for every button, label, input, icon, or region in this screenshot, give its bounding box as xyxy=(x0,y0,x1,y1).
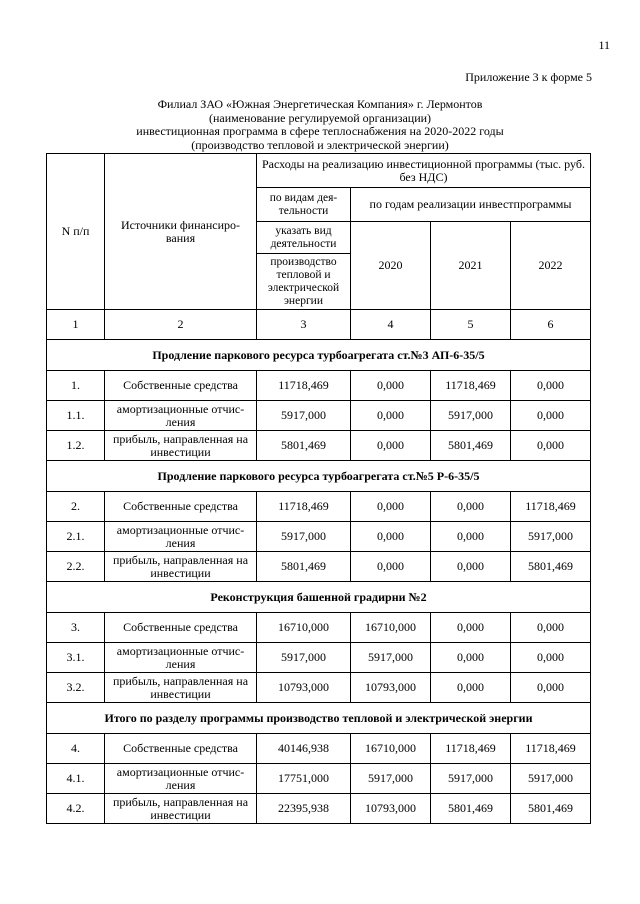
row-value-2020: 16710,000 xyxy=(351,734,431,764)
row-value-2020: 0,000 xyxy=(351,431,431,461)
row-source: Собственные средства xyxy=(105,734,257,764)
header-specify-activity: указать вид деятельности xyxy=(257,222,351,254)
document-title-block xyxy=(0,98,640,152)
row-value-2021: 5801,469 xyxy=(431,794,511,824)
organization-caption: (наименование регулируемой организации) xyxy=(208,110,432,125)
page-number: 11 xyxy=(598,38,610,52)
row-source: Собственные средства xyxy=(105,492,257,522)
row-source: амортизационные отчис-ления xyxy=(105,764,257,794)
row-total: 22395,938 xyxy=(257,794,351,824)
row-value-2021: 11718,469 xyxy=(431,371,511,401)
row-value-2020: 0,000 xyxy=(351,371,431,401)
row-total: 40146,938 xyxy=(257,734,351,764)
row-value-2022: 5801,469 xyxy=(511,552,591,582)
row-value-2020: 5917,000 xyxy=(351,764,431,794)
row-value-2020: 0,000 xyxy=(351,522,431,552)
row-source: амортизационные отчис-ления xyxy=(105,643,257,673)
row-number: 4.2. xyxy=(47,794,105,824)
row-total: 5801,469 xyxy=(257,552,351,582)
appendix-label: Приложение 3 к форме 5 xyxy=(465,70,592,84)
row-source: амортизационные отчис-ления xyxy=(105,522,257,552)
table-row xyxy=(47,794,591,824)
table-row xyxy=(47,734,591,764)
column-number-row xyxy=(47,310,591,340)
row-value-2022: 0,000 xyxy=(511,401,591,431)
row-value-2020: 16710,000 xyxy=(351,613,431,643)
row-number: 3. xyxy=(47,613,105,643)
table-row xyxy=(47,431,591,461)
row-total: 11718,469 xyxy=(257,371,351,401)
col-number-3: 3 xyxy=(257,310,351,340)
row-number: 3.2. xyxy=(47,673,105,703)
section-row xyxy=(47,340,591,371)
col-number-1: 1 xyxy=(47,310,105,340)
row-value-2021: 11718,469 xyxy=(431,734,511,764)
row-value-2022: 0,000 xyxy=(511,371,591,401)
row-number: 1.2. xyxy=(47,431,105,461)
header-activity: производство тепловой и электрической энергии xyxy=(257,254,351,310)
table-row xyxy=(47,492,591,522)
row-value-2021: 5801,469 xyxy=(431,431,511,461)
col-number-4: 4 xyxy=(351,310,431,340)
section-title: Итого по разделу программы производство тепловой и электрической энергии xyxy=(47,703,591,734)
row-total: 11718,469 xyxy=(257,492,351,522)
row-number: 1.1. xyxy=(47,401,105,431)
row-number: 2. xyxy=(47,492,105,522)
section-title: Продление паркового ресурса турбоагрегата ст.№3 АП-6-35/5 xyxy=(47,340,591,371)
header-year-2022: 2022 xyxy=(511,222,591,310)
row-number: 4. xyxy=(47,734,105,764)
header-year-2021: 2021 xyxy=(431,222,511,310)
row-value-2022: 5917,000 xyxy=(511,522,591,552)
table-row xyxy=(47,522,591,552)
row-value-2021: 0,000 xyxy=(431,643,511,673)
investment-table xyxy=(46,153,591,824)
header-expenses: Расходы на реализацию инвестиционной программы (тыс. руб. без НДС) xyxy=(257,154,591,188)
row-value-2020: 0,000 xyxy=(351,552,431,582)
section-row xyxy=(47,703,591,734)
row-value-2021: 0,000 xyxy=(431,673,511,703)
col-number-2: 2 xyxy=(105,310,257,340)
row-value-2020: 0,000 xyxy=(351,401,431,431)
row-total: 5917,000 xyxy=(257,522,351,552)
section-title: Реконструкция башенной градирни №2 xyxy=(47,582,591,613)
row-source: амортизационные отчис-ления xyxy=(105,401,257,431)
row-value-2020: 10793,000 xyxy=(351,794,431,824)
table-row xyxy=(47,673,591,703)
row-value-2021: 0,000 xyxy=(431,522,511,552)
row-value-2022: 0,000 xyxy=(511,613,591,643)
section-title: Продление паркового ресурса турбоагрегата ст.№5 Р-6-35/5 xyxy=(47,461,591,492)
section-row xyxy=(47,582,591,613)
organization-name: Филиал ЗАО «Южная Энергетическая Компания» г. Лермонтов xyxy=(157,97,483,111)
table-row xyxy=(47,371,591,401)
row-value-2021: 0,000 xyxy=(431,613,511,643)
row-source: прибыль, направленная на инвестиции xyxy=(105,552,257,582)
row-number: 2.1. xyxy=(47,522,105,552)
row-total: 5917,000 xyxy=(257,401,351,431)
row-source: Собственные средства xyxy=(105,371,257,401)
row-value-2020: 10793,000 xyxy=(351,673,431,703)
row-source: прибыль, направленная на инвестиции xyxy=(105,431,257,461)
header-sources: Источники финансиро-вания xyxy=(105,154,257,310)
row-source: Собственные средства xyxy=(105,613,257,643)
row-total: 5917,000 xyxy=(257,643,351,673)
row-value-2021: 0,000 xyxy=(431,492,511,522)
row-value-2022: 0,000 xyxy=(511,673,591,703)
col-number-6: 6 xyxy=(511,310,591,340)
row-value-2020: 0,000 xyxy=(351,492,431,522)
row-total: 17751,000 xyxy=(257,764,351,794)
header-n: N п/п xyxy=(47,154,105,310)
row-value-2021: 5917,000 xyxy=(431,764,511,794)
row-value-2020: 5917,000 xyxy=(351,643,431,673)
table-row xyxy=(47,764,591,794)
row-total: 5801,469 xyxy=(257,431,351,461)
row-number: 4.1. xyxy=(47,764,105,794)
row-value-2021: 5917,000 xyxy=(431,401,511,431)
row-value-2022: 5801,469 xyxy=(511,794,591,824)
row-total: 16710,000 xyxy=(257,613,351,643)
section-row xyxy=(47,461,591,492)
row-value-2021: 0,000 xyxy=(431,552,511,582)
program-title: инвестиционная программа в сфере теплоснабжения на 2020-2022 годы xyxy=(136,124,504,138)
row-value-2022: 0,000 xyxy=(511,643,591,673)
table-row xyxy=(47,613,591,643)
row-number: 2.2. xyxy=(47,552,105,582)
row-total: 10793,000 xyxy=(257,673,351,703)
col-number-5: 5 xyxy=(431,310,511,340)
row-number: 1. xyxy=(47,371,105,401)
row-number: 3.1. xyxy=(47,643,105,673)
program-caption: (производство тепловой и электрической энергии) xyxy=(191,137,449,152)
row-value-2022: 11718,469 xyxy=(511,492,591,522)
table-row xyxy=(47,552,591,582)
table-row xyxy=(47,643,591,673)
header-year-2020: 2020 xyxy=(351,222,431,310)
header-by-years: по годам реализации инвестпрограммы xyxy=(351,188,591,222)
row-value-2022: 0,000 xyxy=(511,431,591,461)
table-row xyxy=(47,401,591,431)
row-source: прибыль, направленная на инвестиции xyxy=(105,673,257,703)
header-by-activity: по видам дея-тельности xyxy=(257,188,351,222)
row-value-2022: 5917,000 xyxy=(511,764,591,794)
row-source: прибыль, направленная на инвестиции xyxy=(105,794,257,824)
row-value-2022: 11718,469 xyxy=(511,734,591,764)
